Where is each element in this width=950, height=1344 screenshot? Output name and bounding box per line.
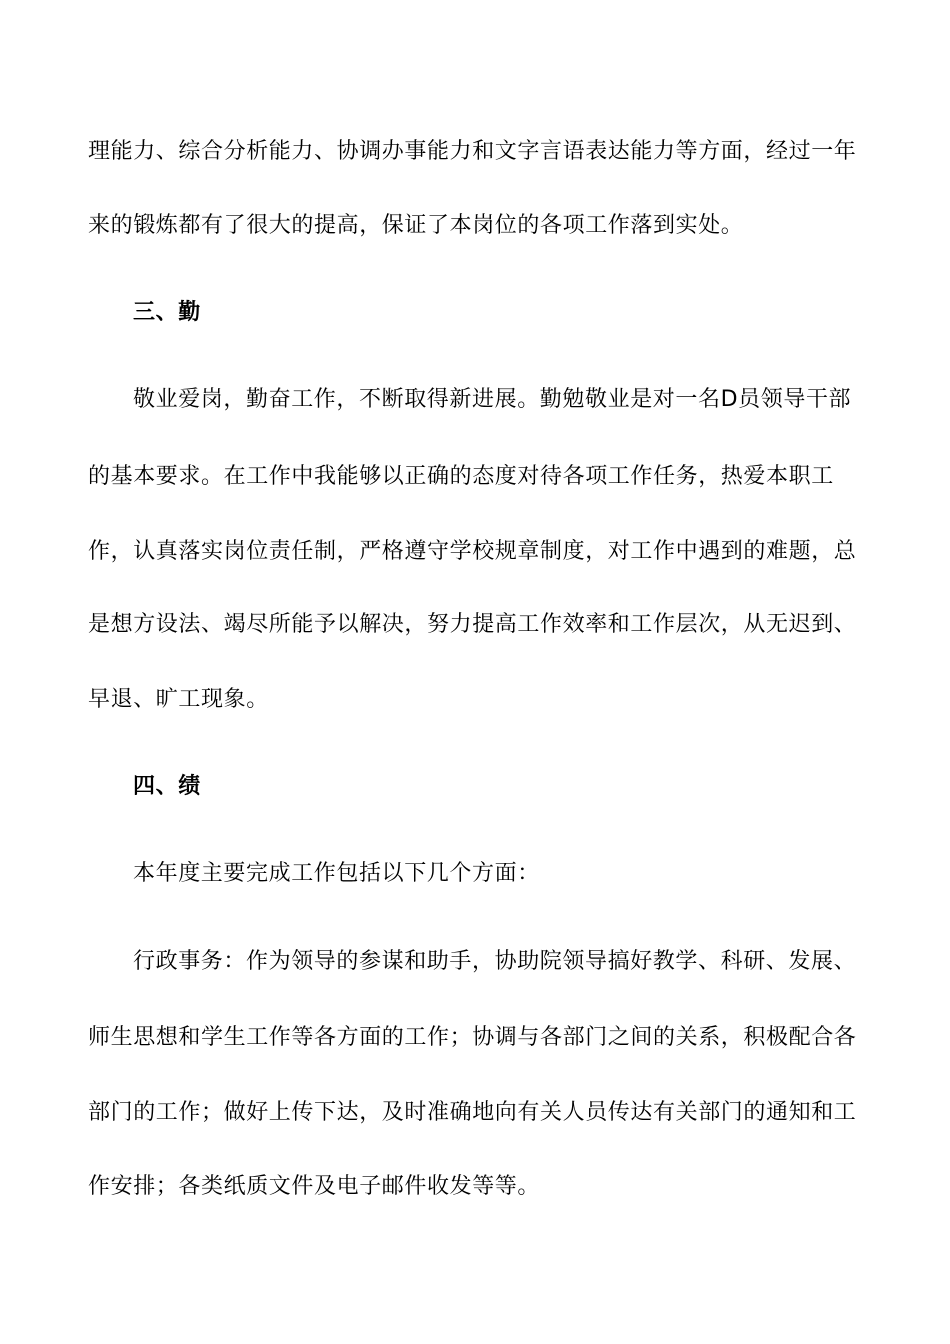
paragraph-4-line-2: 师生思想和学生工作等各方面的工作；协调与各部门之间的关系，积极配合各 bbox=[88, 1025, 857, 1050]
paragraph-4-line-4: 作安排；各类纸质文件及电子邮件收发等等。 bbox=[88, 1174, 541, 1199]
section-heading-3: 三、勤 bbox=[133, 300, 201, 325]
paragraph-2-line-1: 敬业爱岗，勤奋工作，不断取得新进展。勤勉敬业是对一名D员领导干部 bbox=[133, 387, 852, 412]
paragraph-1-line-2: 来的锻炼都有了很大的提高，保证了本岗位的各项工作落到实处。 bbox=[88, 213, 744, 238]
paragraph-1-line-1: 理能力、综合分析能力、协调办事能力和文字言语表达能力等方面，经过一年 bbox=[88, 139, 857, 164]
paragraph-4-line-1: 行政事务：作为领导的参谋和助手，协助院领导搞好教学、科研、发展、 bbox=[133, 949, 857, 974]
paragraph-2-line-5: 早退、旷工现象。 bbox=[88, 687, 269, 712]
section-heading-4: 四、绩 bbox=[133, 774, 201, 799]
paragraph-2-line-3: 作，认真落实岗位责任制，严格遵守学校规章制度，对工作中遇到的难题，总 bbox=[88, 539, 857, 564]
paragraph-2-line-4: 是想方设法、竭尽所能予以解决，努力提高工作效率和工作层次，从无迟到、 bbox=[88, 612, 857, 637]
paragraph-2-line-2: 的基本要求。在工作中我能够以正确的态度对待各项工作任务，热爱本职工 bbox=[88, 464, 834, 489]
paragraph-3-line-1: 本年度主要完成工作包括以下几个方面： bbox=[133, 861, 540, 886]
paragraph-4-line-3: 部门的工作；做好上传下达，及时准确地向有关人员传达有关部门的通知和工 bbox=[88, 1100, 857, 1125]
